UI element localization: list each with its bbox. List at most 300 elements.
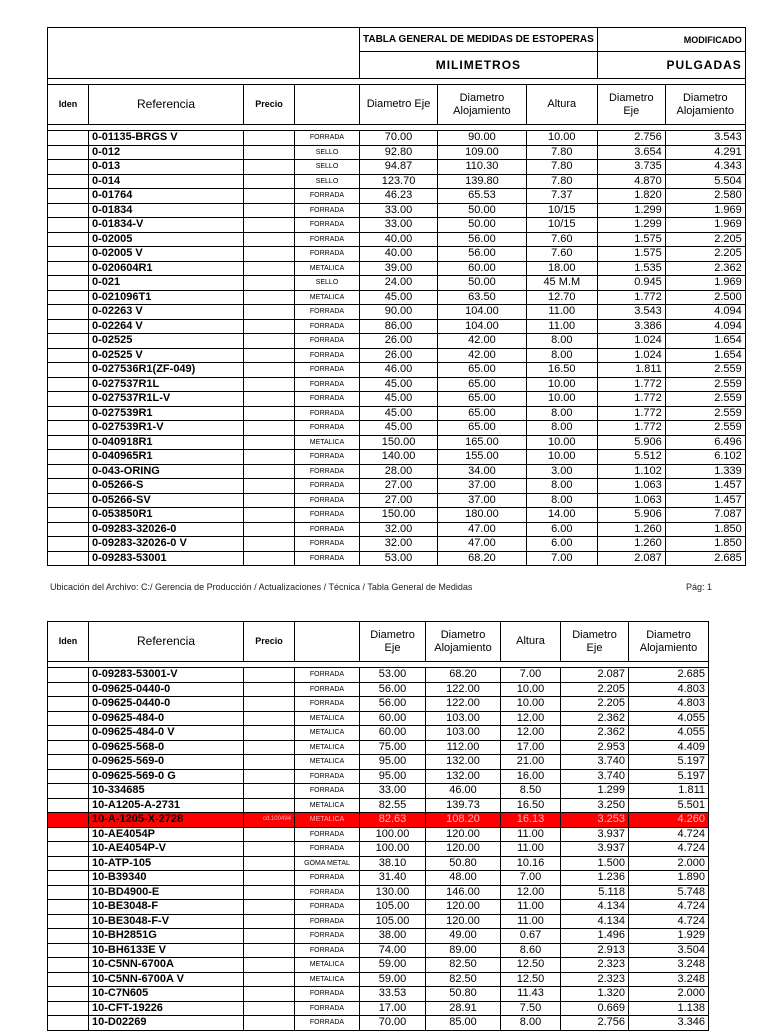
table-row [48, 421, 746, 436]
cell-diam-aloj-mm: 165.00 [438, 435, 527, 450]
cell-diam-aloj-mm: 50.80 [426, 987, 501, 1002]
cell-precio [244, 842, 295, 857]
cell-altura: 8.50 [501, 784, 561, 799]
cell-tipo: FORRADA [295, 421, 360, 436]
cell-diam-eje-mm: 39.00 [360, 261, 438, 276]
cell-tipo: METALICA [295, 290, 360, 305]
cell-altura: 11.00 [501, 900, 561, 915]
cell-diam-aloj-mm: 49.00 [426, 929, 501, 944]
cell-diam-aloj-in: 2.559 [665, 392, 745, 407]
cell-diam-aloj-mm: 132.00 [426, 755, 501, 770]
cell-iden [48, 479, 89, 494]
table-row [48, 871, 709, 886]
cell-altura: 0.67 [501, 929, 561, 944]
cell-iden [48, 1016, 89, 1031]
table-row [48, 508, 746, 523]
cell-referencia: 0-02005 V [89, 247, 244, 262]
cell-precio [244, 827, 295, 842]
cell-referencia: 0-02263 V [89, 305, 244, 320]
table-row [48, 392, 746, 407]
cell-diam-aloj-mm: 37.00 [438, 493, 527, 508]
col-precio: Precio [244, 85, 295, 125]
cell-diam-aloj-in: 5.197 [629, 755, 709, 770]
col-diam-aloj-in: Diametro Alojamiento [629, 622, 709, 662]
cell-altura: 18.00 [526, 261, 597, 276]
cell-diam-eje-in: 2.756 [561, 1016, 629, 1031]
cell-diam-aloj-in: 1.138 [629, 1001, 709, 1016]
cell-diam-aloj-mm: 120.00 [426, 842, 501, 857]
cell-precio [244, 189, 295, 204]
cell-altura: 16.50 [501, 798, 561, 813]
cell-referencia: 0-09283-32026-0 [89, 522, 244, 537]
cell-diam-eje-mm: 53.00 [360, 551, 438, 566]
cell-diam-eje-mm: 70.00 [360, 131, 438, 146]
cell-diam-eje-in: 1.299 [597, 218, 665, 233]
cell-diam-aloj-mm: 68.20 [438, 551, 527, 566]
cell-iden [48, 711, 89, 726]
table-row [48, 827, 709, 842]
cell-precio [244, 218, 295, 233]
cell-diam-eje-mm: 82.55 [360, 798, 426, 813]
cell-diam-eje-mm: 70.00 [360, 1016, 426, 1031]
cell-tipo: METALICA [295, 798, 360, 813]
cell-iden [48, 537, 89, 552]
cell-referencia: 0-027539R1 [89, 406, 244, 421]
cell-tipo: FORRADA [295, 131, 360, 146]
cell-diam-aloj-mm: 56.00 [438, 247, 527, 262]
cell-iden [48, 203, 89, 218]
cell-diam-eje-mm: 105.00 [360, 914, 426, 929]
cell-tipo: FORRADA [295, 508, 360, 523]
cell-diam-eje-in: 2.087 [561, 668, 629, 683]
cell-diam-eje-in: 1.260 [597, 537, 665, 552]
cell-iden [48, 493, 89, 508]
cell-diam-aloj-mm: 104.00 [438, 319, 527, 334]
cell-iden [48, 261, 89, 276]
cell-referencia: 10-C7N605 [89, 987, 244, 1002]
cell-tipo: METALICA [295, 813, 360, 828]
cell-diam-aloj-mm: 82.50 [426, 958, 501, 973]
cell-referencia: 0-05266-SV [89, 493, 244, 508]
cell-diam-eje-mm: 86.00 [360, 319, 438, 334]
cell-referencia: 0-040918R1 [89, 435, 244, 450]
cell-diam-eje-in: 1.236 [561, 871, 629, 886]
cell-iden [48, 871, 89, 886]
cell-diam-eje-in: 3.937 [561, 842, 629, 857]
cell-altura: 12.50 [501, 972, 561, 987]
cell-diam-eje-mm: 40.00 [360, 232, 438, 247]
cell-altura: 10/15 [526, 203, 597, 218]
cell-diam-eje-in: 3.543 [597, 305, 665, 320]
cell-referencia: 10-AE4054P [89, 827, 244, 842]
cell-referencia: 0-021096T1 [89, 290, 244, 305]
cell-altura: 10.00 [501, 682, 561, 697]
table-row [48, 755, 709, 770]
cell-referencia: 10-BD4900-E [89, 885, 244, 900]
table-row [48, 798, 709, 813]
col-precio: Precio [244, 622, 295, 662]
table-row [48, 668, 709, 683]
cell-precio [244, 914, 295, 929]
cell-diam-aloj-mm: 122.00 [426, 682, 501, 697]
cell-iden [48, 929, 89, 944]
col-diam-eje-mm: Diametro Eje [360, 85, 438, 125]
cell-diam-eje-in: 3.253 [561, 813, 629, 828]
cell-diam-eje-mm: 56.00 [360, 697, 426, 712]
cell-diam-aloj-in: 7.087 [665, 508, 745, 523]
cell-precio [244, 668, 295, 683]
cell-precio [244, 290, 295, 305]
cell-iden [48, 421, 89, 436]
cell-diam-eje-in: 3.250 [561, 798, 629, 813]
cell-diam-eje-mm: 46.23 [360, 189, 438, 204]
table-row [48, 537, 746, 552]
cell-iden [48, 189, 89, 204]
cell-diam-eje-in: 2.953 [561, 740, 629, 755]
cell-diam-eje-mm: 60.00 [360, 711, 426, 726]
col-altura: Altura [526, 85, 597, 125]
col-diam-eje-in: Diametro Eje [597, 85, 665, 125]
cell-iden [48, 958, 89, 973]
table-row [48, 769, 709, 784]
cell-referencia: 0-014 [89, 174, 244, 189]
cell-iden [48, 827, 89, 842]
table-row [48, 943, 709, 958]
cell-diam-eje-mm: 26.00 [360, 348, 438, 363]
cell-diam-aloj-mm: 65.53 [438, 189, 527, 204]
cell-precio [244, 479, 295, 494]
cell-precio [244, 537, 295, 552]
table-row [48, 856, 709, 871]
table-row [48, 813, 709, 828]
table-row [48, 334, 746, 349]
cell-iden [48, 668, 89, 683]
table-row [48, 697, 709, 712]
cell-tipo: FORRADA [295, 479, 360, 494]
cell-iden [48, 784, 89, 799]
table-row [48, 740, 709, 755]
table-row [48, 305, 746, 320]
cell-tipo: METALICA [295, 755, 360, 770]
cell-diam-aloj-mm: 110.30 [438, 160, 527, 175]
cell-diam-aloj-in: 2.559 [665, 406, 745, 421]
cell-diam-aloj-in: 2.559 [665, 363, 745, 378]
cell-diam-eje-in: 1.024 [597, 348, 665, 363]
cell-iden [48, 276, 89, 291]
cell-referencia: 0-027536R1(ZF-049) [89, 363, 244, 378]
cell-precio [244, 276, 295, 291]
cell-tipo: FORRADA [295, 871, 360, 886]
table-row [48, 900, 709, 915]
cell-referencia: 10-D02269 [89, 1016, 244, 1031]
cell-precio [244, 972, 295, 987]
table-row [48, 726, 709, 741]
cell-altura: 8.00 [526, 479, 597, 494]
table-row [48, 276, 746, 291]
cell-precio [244, 261, 295, 276]
cell-diam-eje-in: 1.820 [597, 189, 665, 204]
cell-diam-aloj-mm: 122.00 [426, 697, 501, 712]
cell-precio [244, 900, 295, 915]
cell-referencia: 10-C5NN-6700A [89, 958, 244, 973]
cell-tipo: FORRADA [295, 232, 360, 247]
cell-precio [244, 174, 295, 189]
cell-diam-aloj-in: 1.339 [665, 464, 745, 479]
cell-diam-aloj-in: 1.811 [629, 784, 709, 799]
cell-diam-aloj-mm: 120.00 [426, 914, 501, 929]
cell-iden [48, 813, 89, 828]
cell-iden [48, 131, 89, 146]
table-title: TABLA GENERAL DE MEDIDAS DE ESTOPERAS [360, 28, 598, 52]
table-row [48, 972, 709, 987]
cell-altura: 17.00 [501, 740, 561, 755]
cell-diam-eje-in: 4.134 [561, 900, 629, 915]
cell-tipo: FORRADA [295, 987, 360, 1002]
cell-diam-aloj-mm: 120.00 [426, 827, 501, 842]
cell-altura: 10.00 [526, 392, 597, 407]
cell-diam-eje-in: 1.500 [561, 856, 629, 871]
cell-diam-eje-in: 3.937 [561, 827, 629, 842]
cell-diam-aloj-in: 1.969 [665, 203, 745, 218]
cell-iden [48, 914, 89, 929]
cell-precio [244, 305, 295, 320]
cell-referencia: 0-053850R1 [89, 508, 244, 523]
cell-tipo: FORRADA [295, 784, 360, 799]
col-referencia: Referencia [89, 622, 244, 662]
cell-precio [244, 203, 295, 218]
cell-diam-aloj-mm: 112.00 [426, 740, 501, 755]
cell-diam-aloj-mm: 65.00 [438, 363, 527, 378]
cell-altura: 16.00 [501, 769, 561, 784]
cell-precio [244, 131, 295, 146]
cell-iden [48, 856, 89, 871]
cell-iden [48, 726, 89, 741]
cell-diam-aloj-in: 5.504 [665, 174, 745, 189]
cell-diam-aloj-in: 2.000 [629, 856, 709, 871]
cell-precio [244, 319, 295, 334]
cell-iden [48, 290, 89, 305]
cell-referencia: 10-BE3048-F-V [89, 914, 244, 929]
cell-iden [48, 406, 89, 421]
cell-precio [244, 450, 295, 465]
cell-precio [244, 885, 295, 900]
cell-tipo: SELLO [295, 174, 360, 189]
cell-diam-aloj-in: 2.500 [665, 290, 745, 305]
cell-diam-aloj-in: 4.343 [665, 160, 745, 175]
cell-diam-aloj-in: 5.501 [629, 798, 709, 813]
cell-tipo: FORRADA [295, 493, 360, 508]
table-row [48, 551, 746, 566]
cell-altura: 6.00 [526, 522, 597, 537]
cell-diam-eje-in: 3.740 [561, 769, 629, 784]
cell-tipo: SELLO [295, 160, 360, 175]
table-row [48, 958, 709, 973]
cell-precio [244, 232, 295, 247]
cell-diam-aloj-mm: 50.00 [438, 218, 527, 233]
cell-diam-eje-in: 2.913 [561, 943, 629, 958]
cell-diam-aloj-in: 3.543 [665, 131, 745, 146]
cell-precio [244, 522, 295, 537]
cell-diam-aloj-in: 2.000 [629, 987, 709, 1002]
cell-precio [244, 958, 295, 973]
cell-diam-eje-in: 1.772 [597, 377, 665, 392]
cell-altura: 7.37 [526, 189, 597, 204]
table-row [48, 160, 746, 175]
cell-altura: 8.00 [501, 1016, 561, 1031]
table-row [48, 522, 746, 537]
cell-altura: 12.70 [526, 290, 597, 305]
cell-referencia: 0-027537R1L [89, 377, 244, 392]
table-row [48, 929, 709, 944]
cell-precio [244, 145, 295, 160]
col-diam-aloj-mm: Diametro Alojamiento [438, 85, 527, 125]
cell-diam-eje-in: 0.945 [597, 276, 665, 291]
cell-referencia: 0-02525 [89, 334, 244, 349]
cell-referencia: 0-09625-0440-0 [89, 682, 244, 697]
cell-tipo: FORRADA [295, 203, 360, 218]
inches-header: PULGADAS [597, 52, 745, 79]
cell-referencia: 0-09283-53001 [89, 551, 244, 566]
cell-diam-eje-mm: 150.00 [360, 435, 438, 450]
cell-precio [244, 508, 295, 523]
cell-diam-eje-in: 1.772 [597, 392, 665, 407]
cell-diam-eje-in: 2.087 [597, 551, 665, 566]
cell-referencia: 0-09625-568-0 [89, 740, 244, 755]
col-diam-aloj-in: Diametro Alojamiento [665, 85, 745, 125]
cell-precio [244, 551, 295, 566]
cell-diam-aloj-mm: 65.00 [438, 392, 527, 407]
cell-referencia: 10-334685 [89, 784, 244, 799]
cell-diam-eje-in: 1.299 [561, 784, 629, 799]
cell-tipo: FORRADA [295, 319, 360, 334]
cell-tipo: FORRADA [295, 522, 360, 537]
modified-label: MODIFICADO [597, 28, 745, 52]
cell-diam-aloj-in: 4.094 [665, 305, 745, 320]
cell-diam-aloj-in: 2.685 [665, 551, 745, 566]
cell-tipo: FORRADA [295, 305, 360, 320]
table-row [48, 131, 746, 146]
cell-diam-eje-in: 5.118 [561, 885, 629, 900]
cell-referencia: 0-09625-569-0 [89, 755, 244, 770]
table-row [48, 406, 746, 421]
cell-diam-eje-mm: 46.00 [360, 363, 438, 378]
page-number: Pág: 1 [686, 582, 713, 592]
table-row [48, 247, 746, 262]
cell-precio [244, 943, 295, 958]
cell-altura: 10.00 [526, 377, 597, 392]
cell-diam-eje-in: 1.320 [561, 987, 629, 1002]
cell-tipo: METALICA [295, 261, 360, 276]
cell-tipo: FORRADA [295, 842, 360, 857]
table1-body [48, 131, 746, 566]
cell-precio [244, 798, 295, 813]
cell-diam-eje-in: 1.024 [597, 334, 665, 349]
cell-tipo: METALICA [295, 740, 360, 755]
cell-referencia: 0-02264 V [89, 319, 244, 334]
cell-iden [48, 247, 89, 262]
cell-referencia: 0-01834 [89, 203, 244, 218]
cell-diam-eje-mm: 94.87 [360, 160, 438, 175]
cell-altura: 11.00 [501, 914, 561, 929]
cell-diam-aloj-in: 2.362 [665, 261, 745, 276]
cell-diam-aloj-in: 4.724 [629, 900, 709, 915]
cell-referencia: 0-09625-484-0 [89, 711, 244, 726]
cell-altura: 7.80 [526, 174, 597, 189]
cell-diam-eje-mm: 27.00 [360, 479, 438, 494]
cell-diam-aloj-in: 4.724 [629, 842, 709, 857]
col-diam-eje-in: Diametro Eje [561, 622, 629, 662]
cell-tipo: FORRADA [295, 348, 360, 363]
cell-altura: 8.00 [526, 406, 597, 421]
table-row [48, 232, 746, 247]
cell-referencia: 0-09283-32026-0 V [89, 537, 244, 552]
cell-referencia: 0-01834-V [89, 218, 244, 233]
cell-referencia: 0-02005 [89, 232, 244, 247]
cell-iden [48, 218, 89, 233]
cell-diam-aloj-in: 1.654 [665, 334, 745, 349]
cell-referencia: 0-013 [89, 160, 244, 175]
cell-diam-eje-mm: 95.00 [360, 769, 426, 784]
col-referencia: Referencia [89, 85, 244, 125]
cell-altura: 7.00 [526, 551, 597, 566]
cell-iden [48, 348, 89, 363]
cell-precio [244, 348, 295, 363]
cell-altura: 10/15 [526, 218, 597, 233]
cell-altura: 10.00 [501, 697, 561, 712]
cell-iden [48, 464, 89, 479]
cell-diam-aloj-mm: 108.20 [426, 813, 501, 828]
cell-altura: 8.00 [526, 493, 597, 508]
cell-altura: 16.13 [501, 813, 561, 828]
cell-diam-aloj-mm: 155.00 [438, 450, 527, 465]
cell-referencia: 0-040965R1 [89, 450, 244, 465]
cell-tipo: METALICA [295, 958, 360, 973]
table-row [48, 1016, 709, 1031]
cell-diam-eje-in: 1.772 [597, 406, 665, 421]
table-row [48, 682, 709, 697]
cell-tipo: METALICA [295, 972, 360, 987]
cell-diam-aloj-in: 3.504 [629, 943, 709, 958]
cell-precio [244, 1016, 295, 1031]
table-row [48, 885, 709, 900]
cell-precio [244, 363, 295, 378]
cell-diam-eje-mm: 45.00 [360, 421, 438, 436]
cell-tipo: FORRADA [295, 827, 360, 842]
cell-tipo: FORRADA [295, 392, 360, 407]
cell-iden [48, 697, 89, 712]
cell-precio [244, 726, 295, 741]
cell-iden [48, 174, 89, 189]
cell-tipo: FORRADA [295, 450, 360, 465]
cell-diam-eje-in: 3.740 [561, 755, 629, 770]
cell-referencia: 0-020604R1 [89, 261, 244, 276]
cell-diam-eje-in: 0.669 [561, 1001, 629, 1016]
cell-diam-aloj-in: 5.197 [629, 769, 709, 784]
cell-diam-aloj-in: 2.559 [665, 421, 745, 436]
cell-diam-aloj-in: 1.850 [665, 522, 745, 537]
cell-diam-aloj-mm: 180.00 [438, 508, 527, 523]
cell-iden [48, 740, 89, 755]
cell-diam-eje-mm: 45.00 [360, 290, 438, 305]
cell-tipo: FORRADA [295, 189, 360, 204]
cell-diam-eje-in: 4.870 [597, 174, 665, 189]
cell-iden [48, 435, 89, 450]
measures-table-page1 [47, 27, 746, 566]
cell-diam-eje-mm: 130.00 [360, 885, 426, 900]
cell-referencia: 10-BH2851G [89, 929, 244, 944]
cell-diam-eje-mm: 38.00 [360, 929, 426, 944]
cell-tipo: FORRADA [295, 900, 360, 915]
